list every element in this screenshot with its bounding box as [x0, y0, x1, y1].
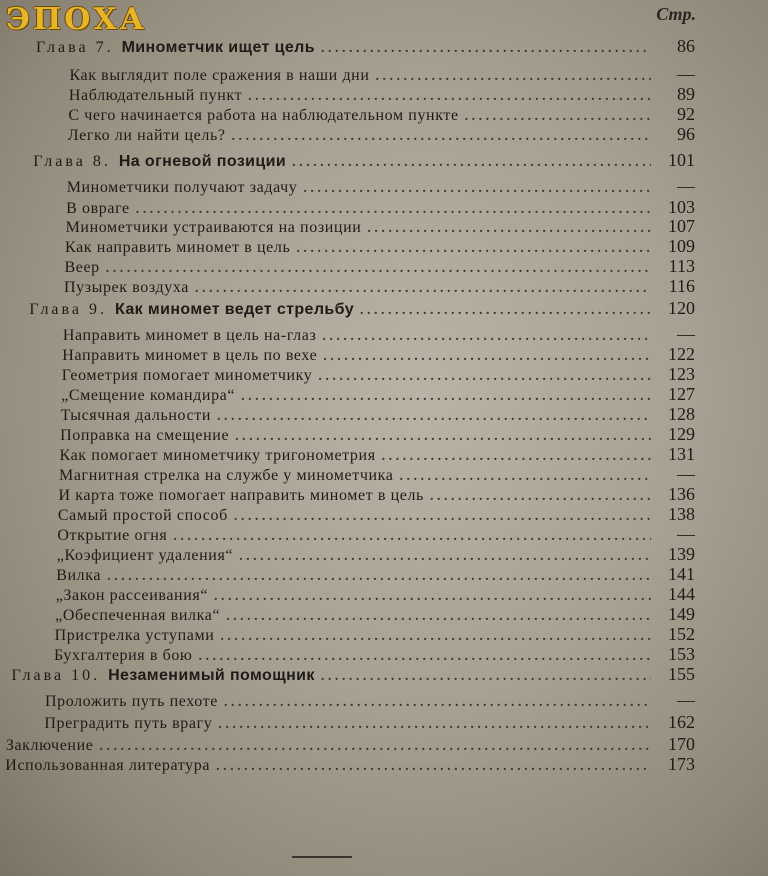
entry-title: Использованная литература [5, 757, 211, 774]
page-number: 136 [667, 484, 695, 504]
toc-chapter-row [36, 36, 695, 57]
toc-entry-row [58, 504, 695, 525]
page-number: 144 [667, 584, 695, 604]
dot-leader [323, 349, 651, 365]
dot-leader [232, 129, 651, 145]
watermark-logo: ЭПОХА [6, 2, 148, 37]
chapter-title: Как миномет ведет стрельбу [114, 301, 355, 318]
chapter-number: Глава 10. [11, 667, 101, 684]
dot-leader [224, 695, 651, 711]
page-number: 155 [668, 664, 695, 684]
page-number: 120 [667, 298, 695, 318]
toc-entry-row [56, 584, 695, 605]
toc-entry-row [56, 564, 695, 585]
entry-title: Пристрелка уступами [54, 627, 215, 644]
entry-title: Легко ли найти цель? [67, 127, 226, 144]
toc-entry-row [61, 384, 695, 405]
entry-title: Поправка на смещение [60, 427, 230, 444]
chapter-number: Глава 9. [29, 301, 107, 318]
toc-entry-row [60, 424, 695, 445]
dot-leader [321, 41, 651, 57]
page-number: — [677, 464, 695, 484]
dot-leader [106, 261, 651, 277]
dot-leader [382, 449, 651, 465]
entry-title: Геометрия помогает минометчику [61, 367, 313, 384]
toc-entry-row [65, 256, 696, 277]
dot-leader [218, 717, 651, 733]
entry-title: Преградить путь врагу [44, 715, 213, 732]
page-number: 101 [668, 150, 695, 170]
page-number: 127 [667, 384, 695, 404]
page-number: 129 [667, 424, 695, 444]
toc-entry-row [67, 176, 695, 197]
page-number: — [676, 176, 695, 196]
entry-title: „Коэфициент удаления“ [56, 547, 234, 564]
toc-entry-row [69, 84, 695, 105]
dot-leader [241, 389, 651, 405]
dot-leader [367, 221, 651, 237]
toc-entry-row [69, 64, 695, 85]
page-number: 139 [667, 544, 695, 564]
page-number: 116 [668, 276, 695, 296]
toc-entry-row [55, 604, 695, 625]
toc-entry-row [68, 124, 695, 145]
dot-leader [296, 241, 651, 257]
page-number: 149 [667, 604, 695, 624]
chapter-number: Глава 7. [36, 39, 114, 56]
page-number: 103 [667, 197, 695, 217]
toc-entry-row [5, 754, 695, 775]
dot-leader [216, 759, 651, 775]
chapter-number: Глава 8. [33, 153, 111, 170]
dot-leader [99, 739, 651, 755]
dot-leader [107, 569, 651, 585]
dot-leader [214, 589, 651, 605]
bottom-divider [292, 856, 352, 858]
toc-entry-row [57, 524, 695, 545]
entry-title: Самый простой способ [57, 507, 228, 524]
toc-entry-row [65, 236, 695, 257]
dot-leader [234, 509, 651, 525]
page-number: 170 [667, 734, 695, 754]
page-number: 122 [667, 344, 695, 364]
entry-title: Бухгалтерия в бою [54, 647, 193, 664]
toc-entry-row [64, 276, 695, 297]
toc-entry-row [60, 444, 695, 465]
dot-leader [303, 181, 651, 197]
entry-title: Как помогает минометчику тригонометрия [59, 447, 376, 464]
page-number: 131 [667, 444, 695, 464]
page-number: — [676, 524, 695, 544]
entry-title: Вилка [56, 567, 102, 584]
page-number: 123 [668, 364, 695, 384]
entry-title: Наблюдательный пункт [68, 87, 243, 104]
dot-leader [226, 609, 651, 625]
toc-entry-row [44, 712, 695, 733]
toc-entry-row [63, 324, 695, 345]
toc-entry-row [45, 690, 695, 711]
page-number: — [676, 324, 695, 344]
page-number: — [676, 64, 695, 84]
toc-chapter-row [29, 298, 695, 319]
entry-title: И карта тоже помогает направить миномет в цель [58, 487, 424, 504]
toc-entry-row [57, 544, 695, 565]
page-number: 96 [676, 124, 695, 144]
page-column-header: Стр. [656, 4, 696, 24]
toc-entry-row [54, 644, 695, 665]
entry-title: Минометчики получают задачу [66, 179, 298, 196]
entry-title: С чего начинается работа на наблюдательном пункте [68, 107, 459, 124]
toc-entry-row [59, 464, 695, 485]
page-number: 113 [668, 256, 695, 276]
dot-leader [195, 281, 651, 297]
entry-title: Минометчики устраиваются на позиции [65, 219, 362, 236]
entry-title: „Обеспеченная вилка“ [55, 607, 221, 624]
toc-entry-row [55, 624, 695, 645]
dot-leader [292, 155, 651, 171]
page-number: 92 [676, 104, 695, 124]
page-number: 138 [667, 504, 695, 524]
entry-title: Пузырек воздуха [63, 279, 189, 296]
page-number: 162 [667, 712, 695, 732]
page-number: 173 [667, 754, 695, 774]
dot-leader [173, 529, 651, 545]
toc-entry-row [66, 216, 695, 237]
dot-leader [321, 669, 651, 685]
page-number: 141 [668, 564, 695, 584]
toc-entry-row [66, 197, 695, 218]
toc-entry-row [6, 734, 695, 755]
chapter-title: На огневой позиции [118, 153, 287, 170]
toc-entry-row [61, 404, 695, 425]
entry-title: Заключение [5, 737, 94, 754]
dot-leader [220, 629, 651, 645]
page-number: 89 [676, 84, 695, 104]
dot-leader [239, 549, 651, 565]
dot-leader [235, 429, 651, 445]
page-number: 107 [667, 216, 695, 236]
toc-entry-row [62, 364, 695, 385]
dot-leader [360, 303, 651, 319]
entry-title: Открытие огня [57, 527, 168, 544]
toc-entry-row [58, 484, 695, 505]
dot-leader [248, 89, 651, 105]
dot-leader [322, 329, 651, 345]
entry-title: Направить миномет в цель на-глаз [62, 327, 317, 344]
entry-title: Веер [64, 259, 100, 276]
page-number: 152 [667, 624, 695, 644]
page-number: 109 [667, 236, 695, 256]
dot-leader [217, 409, 651, 425]
dot-leader [318, 369, 651, 385]
chapter-title: Минометчик ищет цель [121, 39, 315, 56]
entry-title: Как направить миномет в цель [65, 239, 291, 256]
dot-leader [199, 649, 651, 665]
page-number: 153 [667, 644, 695, 664]
entry-title: Как выглядит поле сражения в наши дни [69, 67, 370, 84]
toc-entry-row [62, 344, 695, 365]
dot-leader [399, 469, 651, 485]
entry-title: Направить миномет в цель по вехе [62, 347, 318, 364]
toc-chapter-row [12, 664, 696, 685]
entry-title: „Закон рассеивания“ [55, 587, 209, 604]
entry-title: Тысячная дальности [60, 407, 211, 424]
entry-title: Магнитная стрелка на службе у минометчика [59, 467, 394, 484]
page-number: 128 [667, 404, 695, 424]
dot-leader [465, 109, 651, 125]
entry-title: „Смещение командира“ [61, 387, 236, 404]
entry-title: Проложить путь пехоте [44, 693, 218, 710]
page-number: — [676, 690, 695, 710]
page-number: 86 [677, 36, 695, 56]
toc-chapter-row [33, 150, 695, 171]
dot-leader [376, 69, 651, 85]
chapter-title: Незаменимый помощник [108, 667, 315, 684]
dot-leader [430, 489, 651, 505]
toc-entry-row [68, 104, 695, 125]
entry-title: В овраге [66, 200, 130, 217]
